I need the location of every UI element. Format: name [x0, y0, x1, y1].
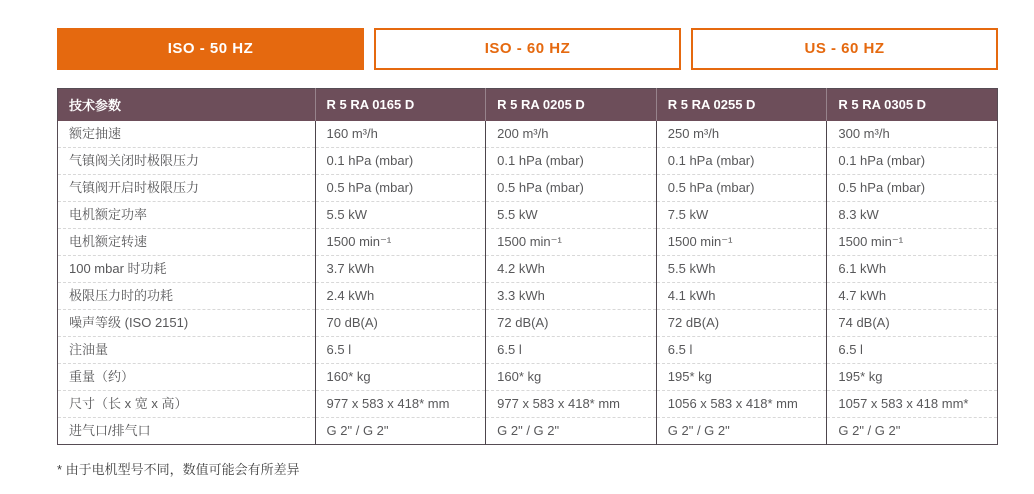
- column-header-model-0255: R 5 RA 0255 D: [656, 89, 827, 122]
- spec-value-cell: 195* kg: [656, 364, 827, 391]
- spec-value-cell: 6.5 l: [315, 337, 486, 364]
- spec-value-cell: 0.1 hPa (mbar): [827, 148, 998, 175]
- spec-value-cell: 5.5 kWh: [656, 256, 827, 283]
- spec-label-cell: 气镇阀开启时极限压力: [58, 175, 316, 202]
- frequency-tabs: [57, 28, 998, 70]
- spec-value-cell: 0.5 hPa (mbar): [827, 175, 998, 202]
- spec-value-cell: 3.3 kWh: [486, 283, 657, 310]
- column-header-model-0205: R 5 RA 0205 D: [486, 89, 657, 122]
- spec-value-cell: 1500 min⁻¹: [486, 229, 657, 256]
- spec-value-cell: G 2" / G 2": [486, 418, 657, 445]
- spec-value-cell: 160* kg: [315, 364, 486, 391]
- table-row: [58, 175, 998, 202]
- table-row: [58, 283, 998, 310]
- spec-value-cell: 6.5 l: [827, 337, 998, 364]
- table-header-row: [58, 89, 998, 122]
- spec-value-cell: 0.5 hPa (mbar): [315, 175, 486, 202]
- spec-value-cell: 4.1 kWh: [656, 283, 827, 310]
- column-header-model-0165: R 5 RA 0165 D: [315, 89, 486, 122]
- spec-value-cell: 0.1 hPa (mbar): [486, 148, 657, 175]
- table-row: [58, 229, 998, 256]
- spec-value-cell: 3.7 kWh: [315, 256, 486, 283]
- spec-value-cell: 6.5 l: [656, 337, 827, 364]
- footnote: * 由于电机型号不同，数值可能会有所差异: [57, 462, 300, 477]
- spec-value-cell: 1500 min⁻¹: [827, 229, 998, 256]
- spec-value-cell: 0.1 hPa (mbar): [656, 148, 827, 175]
- spec-value-cell: 160* kg: [486, 364, 657, 391]
- spec-value-cell: 2.4 kWh: [315, 283, 486, 310]
- spec-value-cell: 0.5 hPa (mbar): [656, 175, 827, 202]
- table-row: [58, 148, 998, 175]
- spec-value-cell: 1057 x 583 x 418 mm*: [827, 391, 998, 418]
- spec-value-cell: 4.7 kWh: [827, 283, 998, 310]
- spec-label-cell: 电机额定功率: [58, 202, 316, 229]
- spec-value-cell: 6.5 l: [486, 337, 657, 364]
- spec-value-cell: 1500 min⁻¹: [656, 229, 827, 256]
- spec-value-cell: 1500 min⁻¹: [315, 229, 486, 256]
- spec-value-cell: 5.5 kW: [486, 202, 657, 229]
- table-row: [58, 121, 998, 148]
- spec-label-cell: 尺寸（长 x 宽 x 高）: [58, 391, 316, 418]
- spec-value-cell: 250 m³/h: [656, 121, 827, 148]
- spec-value-cell: 7.5 kW: [656, 202, 827, 229]
- spec-value-cell: 160 m³/h: [315, 121, 486, 148]
- column-header-parameter: 技术参数: [58, 89, 316, 122]
- spec-value-cell: 0.5 hPa (mbar): [486, 175, 657, 202]
- tab-iso-60hz[interactable]: ISO - 60 HZ: [374, 28, 681, 70]
- spec-page: [57, 28, 998, 478]
- spec-label-cell: 电机额定转速: [58, 229, 316, 256]
- spec-value-cell: G 2" / G 2": [315, 418, 486, 445]
- spec-value-cell: 195* kg: [827, 364, 998, 391]
- spec-value-cell: 0.1 hPa (mbar): [315, 148, 486, 175]
- spec-value-cell: 72 dB(A): [486, 310, 657, 337]
- spec-value-cell: 72 dB(A): [656, 310, 827, 337]
- table-row: [58, 202, 998, 229]
- spec-label-cell: 进气口/排气口: [58, 418, 316, 445]
- spec-label-cell: 噪声等级 (ISO 2151): [58, 310, 316, 337]
- spec-value-cell: 5.5 kW: [315, 202, 486, 229]
- spec-value-cell: 200 m³/h: [486, 121, 657, 148]
- spec-table-body: [58, 121, 998, 445]
- spec-label-cell: 极限压力时的功耗: [58, 283, 316, 310]
- spec-value-cell: 1056 x 583 x 418* mm: [656, 391, 827, 418]
- tab-iso-50hz[interactable]: ISO - 50 HZ: [57, 28, 364, 70]
- table-row: [58, 337, 998, 364]
- spec-value-cell: 74 dB(A): [827, 310, 998, 337]
- technical-spec-table: [57, 88, 998, 445]
- spec-value-cell: 4.2 kWh: [486, 256, 657, 283]
- table-row: [58, 364, 998, 391]
- spec-value-cell: 8.3 kW: [827, 202, 998, 229]
- spec-value-cell: 300 m³/h: [827, 121, 998, 148]
- spec-label-cell: 气镇阀关闭时极限压力: [58, 148, 316, 175]
- spec-label-cell: 额定抽速: [69, 126, 122, 141]
- table-row: [58, 310, 998, 337]
- spec-value-cell: 70 dB(A): [315, 310, 486, 337]
- table-row: [58, 391, 998, 418]
- spec-value-cell: 977 x 583 x 418* mm: [486, 391, 657, 418]
- spec-value-cell: G 2" / G 2": [656, 418, 827, 445]
- column-header-model-0305: R 5 RA 0305 D: [827, 89, 998, 122]
- spec-value-cell: 6.1 kWh: [827, 256, 998, 283]
- spec-label-cell: 100 mbar 时功耗: [58, 256, 316, 283]
- spec-value-cell: 977 x 583 x 418* mm: [315, 391, 486, 418]
- spec-label-cell: 重量（约）: [58, 364, 316, 391]
- table-row: [58, 256, 998, 283]
- spec-label-cell: 注油量: [58, 337, 316, 364]
- tab-us-60hz[interactable]: US - 60 HZ: [691, 28, 998, 70]
- table-row: [58, 418, 998, 445]
- spec-value-cell: G 2" / G 2": [827, 418, 998, 445]
